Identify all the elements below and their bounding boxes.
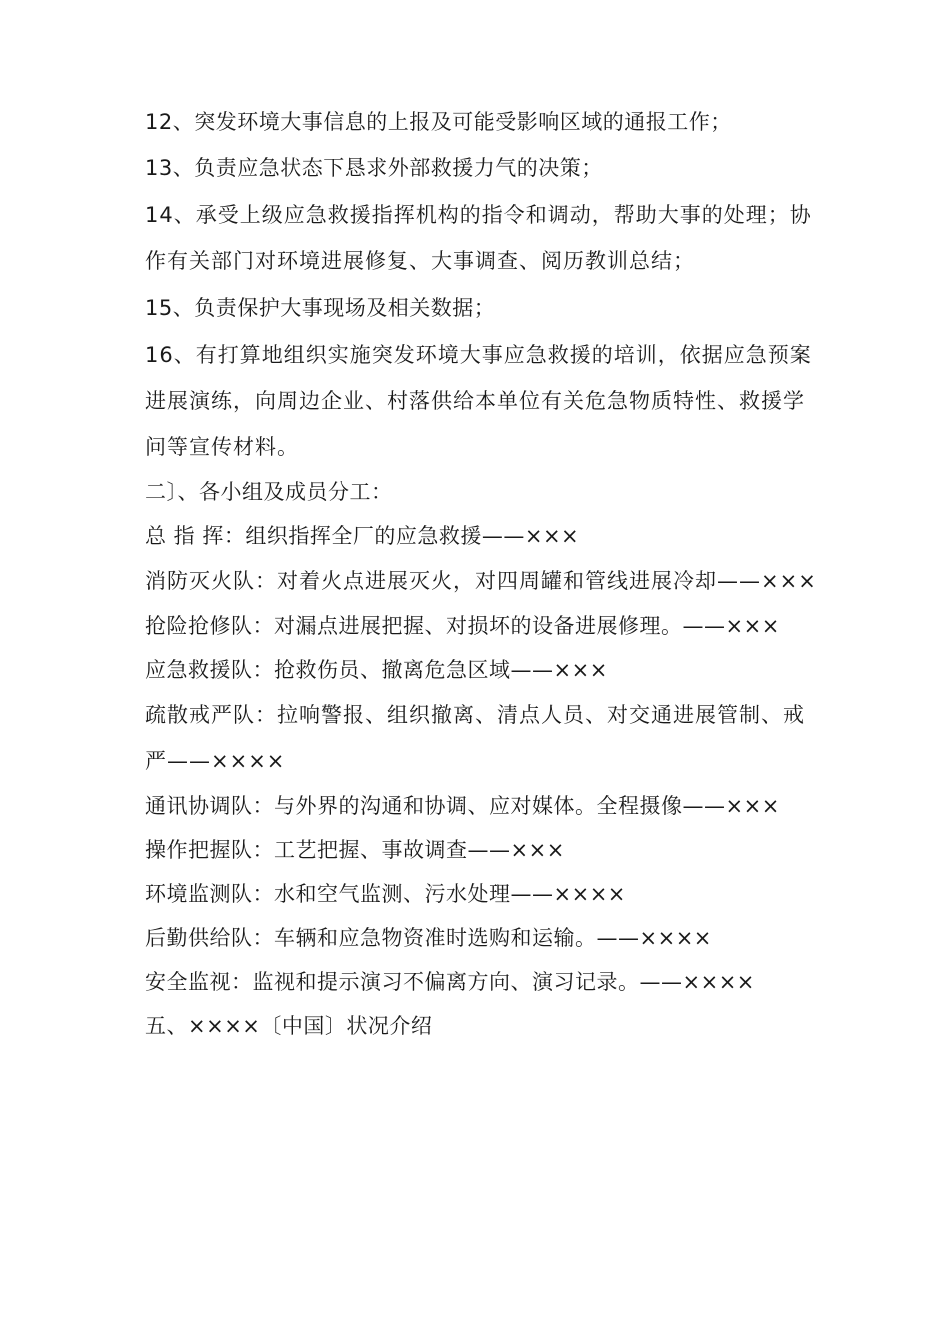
role-repair-team: 抢险抢修队：对漏点进展把握、对损坏的设备进展修理。——××× (145, 614, 780, 638)
role-evacuation-team: 疏散戒严队：拉响警报、组织撤离、清点人员、对交通进展管制、戒严——×××× (145, 703, 805, 773)
role-communication-team: 通讯协调队：与外界的沟通和协调、应对媒体。全程摄像——××× (145, 794, 780, 818)
role-firefighting-team: 消防灭火队：对着火点进展灭火，对四周罐和管线进展冷却——××× (145, 569, 817, 593)
role-operation-team: 操作把握队：工艺把握、事故调查——××× (145, 838, 565, 862)
item-15: 15、负责保护大事现场及相关数据； (145, 296, 496, 320)
role-commander: 总 指 挥：组织指挥全厂的应急救援——××× (145, 524, 580, 548)
role-rescue-team: 应急救援队：抢救伤员、撤离危急区域——××× (145, 658, 608, 682)
item-12: 12、突发环境大事信息的上报及可能受影响区域的通报工作； (145, 110, 732, 134)
role-safety-supervision: 安全监视：监视和提示演习不偏离方向、演习记录。——×××× (145, 970, 755, 994)
item-16: 16、有打算地组织实施突发环境大事应急救援的培训，依据应急预案进展演练，向周边企业、村落供给本单位有关危急物质特性、救援学问等宣传材料。 (145, 343, 812, 459)
item-14: 14、承受上级应急救援指挥机构的指令和调动，帮助大事的处理；协作有关部门对环境进展修复、大事调查、阅历教训总结； (145, 203, 812, 273)
role-environment-monitoring-team: 环境监测队：水和空气监测、污水处理——×××× (145, 882, 626, 906)
section-heading-company-intro: 五、××××〔中国〕状况介绍 (145, 1014, 433, 1038)
role-logistics-team: 后勤供给队：车辆和应急物资准时选购和运输。——×××× (145, 926, 712, 950)
section-heading-groups: 二〕、各小组及成员分工： (145, 480, 393, 504)
document-body (145, 100, 817, 1048)
item-13: 13、负责应急状态下恳求外部救援力气的决策； (145, 156, 603, 180)
